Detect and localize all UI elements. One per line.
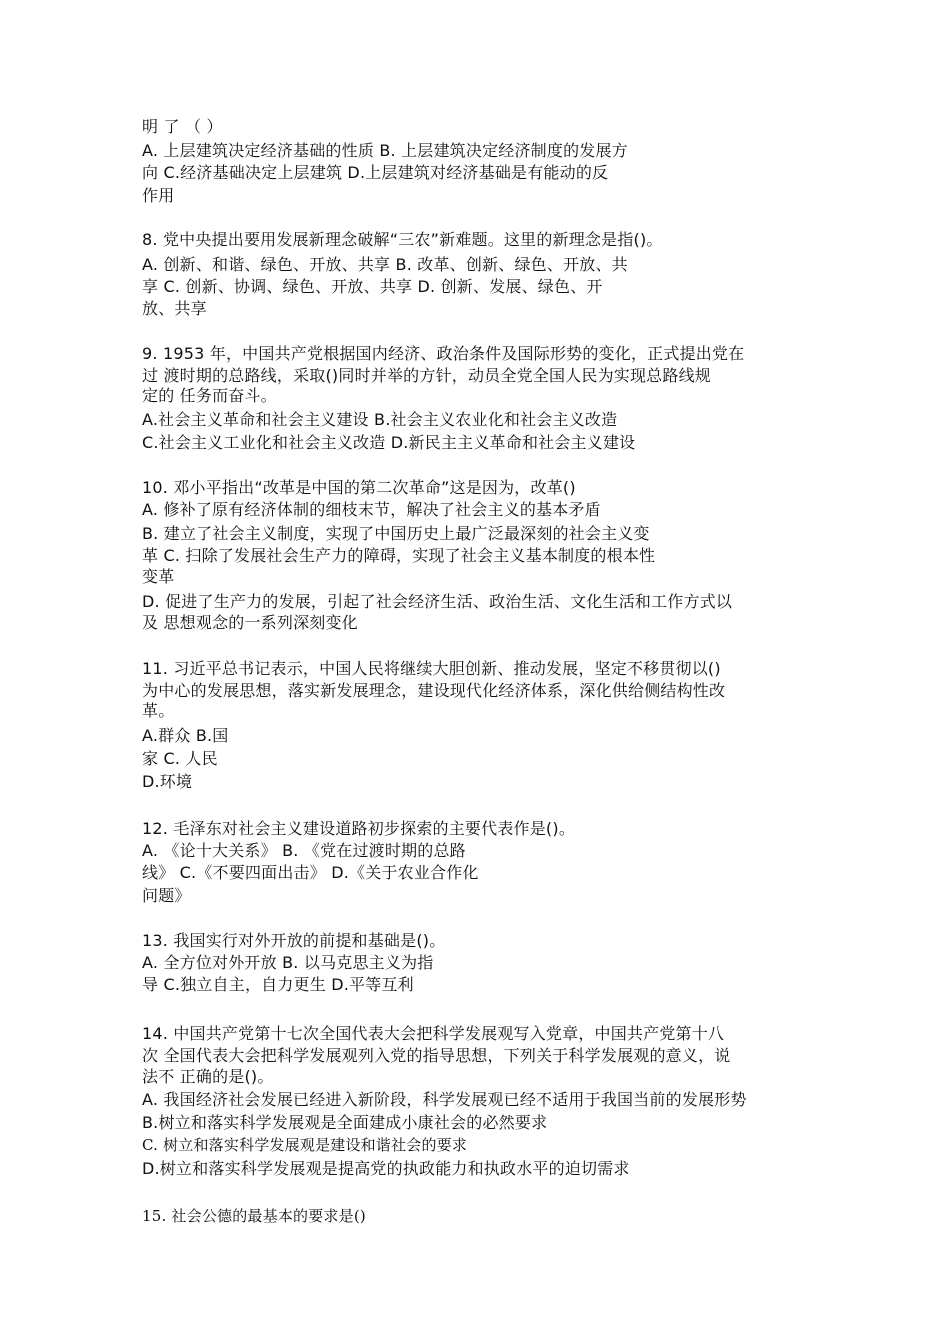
q9-options-line-1: A.社会主义革命和社会主义建设 B.社会主义农业化和社会主义改造 [142, 410, 618, 429]
q14-option-c: C. 树立和落实科学发展观是建设和谐社会的要求 [142, 1136, 468, 1154]
q11-stem-line-3: 革。 [142, 701, 175, 720]
q10-option-a: A. 修补了原有经济体制的细枝末节，解决了社会主义的基本矛盾 [142, 500, 601, 519]
q12-options-line-1: A. 《论十大关系》 B. 《党在过渡时期的总路 [142, 841, 466, 860]
q11-options-line-3: D.环境 [142, 772, 193, 791]
q14-option-d: D.树立和落实科学发展观是提高党的执政能力和执政水平的迫切需求 [142, 1159, 630, 1178]
q9-stem-line-2: 过 渡时期的总路线，采取()同时并举的方针，动员全党全国人民为实现总路线规 [142, 366, 711, 385]
q7-stem-end: 明 了 （ ） [142, 117, 223, 136]
q14-option-b: B.树立和落实科学发展观是全面建成小康社会的必然要求 [142, 1113, 548, 1132]
q10-option-d: D. 促进了生产力的发展，引起了社会经济生活、政治生活、文化生活和工作方式以 [142, 592, 733, 611]
q11-options-line-2: 家 C. 人民 [142, 749, 218, 768]
q14-stem-line-3: 法不 正确的是()。 [142, 1067, 274, 1086]
q12-options-line-2: 线》 C.《不要四面出击》 D.《关于农业合作化 [142, 863, 479, 882]
q7-options-line-3: 作用 [142, 186, 175, 205]
q10-option-d-end: 及 思想观念的一系列深刻变化 [142, 613, 358, 632]
q10-option-b: B. 建立了社会主义制度，实现了中国历史上最广泛最深刻的社会主义变 [142, 524, 650, 543]
q14-stem-line-1: 14. 中国共产党第十七次全国代表大会把科学发展观写入党章，中国共产党第十八 [142, 1024, 725, 1043]
q9-options-line-2: C.社会主义工业化和社会主义改造 D.新民主主义革命和社会主义建设 [142, 433, 636, 452]
q9-stem-line-3: 定的 任务而奋斗。 [142, 386, 277, 405]
q8-options-line-3: 放、共享 [142, 299, 207, 318]
q8-options-line-1: A. 创新、和谐、绿色、开放、共享 B. 改革、创新、绿色、开放、共 [142, 255, 628, 274]
q13-stem: 13. 我国实行对外开放的前提和基础是()。 [142, 931, 446, 950]
q13-options-line-1: A. 全方位对外开放 B. 以马克思主义为指 [142, 953, 434, 972]
q7-options-line-1: A. 上层建筑决定经济基础的性质 B. 上层建筑决定经济制度的发展方 [142, 141, 628, 160]
q15-stem: 15. 社会公德的最基本的要求是() [142, 1207, 366, 1225]
q10-option-c: 革 C. 扫除了发展社会生产力的障碍，实现了社会主义基本制度的根本性 [142, 546, 656, 565]
q11-stem-line-1: 11. 习近平总书记表示，中国人民将继续大胆创新、推动发展，坚定不移贯彻以() [142, 659, 721, 678]
q7-options-line-2: 向 C.经济基础决定上层建筑 D.上层建筑对经济基础是有能动的反 [142, 163, 609, 182]
q12-options-line-3: 问题》 [142, 886, 191, 905]
q14-option-a: A. 我国经济社会发展已经进入新阶段，科学发展观已经不适用于我国当前的发展形势 [142, 1090, 747, 1109]
q9-stem-line-1: 9. 1953 年，中国共产党根据国内经济、政治条件及国际形势的变化，正式提出党在 [142, 344, 745, 363]
q13-options-line-2: 导 C.独立自主，自力更生 D.平等互利 [142, 975, 414, 994]
q8-stem: 8. 党中央提出要用发展新理念破解“三农”新难题。这里的新理念是指()。 [142, 230, 663, 249]
q12-stem: 12. 毛泽东对社会主义建设道路初步探索的主要代表作是()。 [142, 819, 576, 838]
q11-options-line-1: A.群众 B.国 [142, 726, 229, 745]
q10-stem: 10. 邓小平指出“改革是中国的第二次革命”这是因为，改革() [142, 478, 576, 497]
q14-stem-line-2: 次 全国代表大会把科学发展观列入党的指导思想，下列关于科学发展观的意义，说 [142, 1046, 731, 1065]
q10-option-c-end: 变革 [142, 567, 175, 586]
q11-stem-line-2: 为中心的发展思想，落实新发展理念，建设现代化经济体系，深化供给侧结构性改 [142, 681, 726, 700]
q8-options-line-2: 享 C. 创新、协调、绿色、开放、共享 D. 创新、发展、绿色、开 [142, 277, 603, 296]
